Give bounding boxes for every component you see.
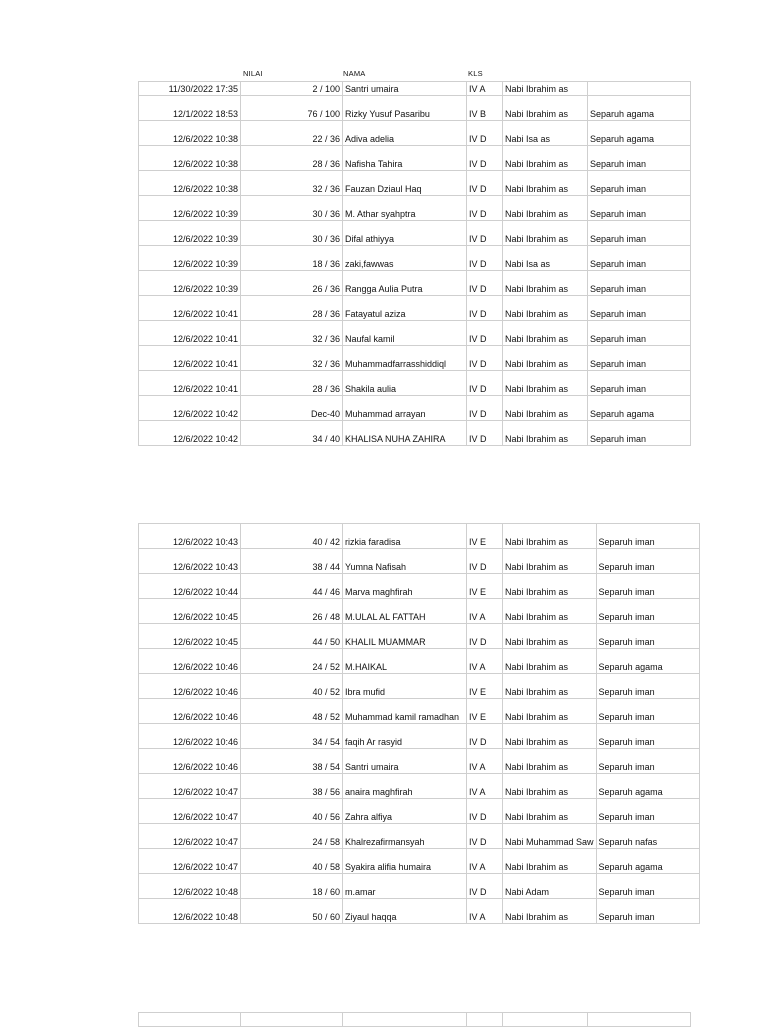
name-cell: Syakira alifia humaira [343, 849, 467, 874]
answer-cell: Separuh iman [596, 874, 699, 899]
timestamp-cell: 12/6/2022 10:39 [139, 271, 241, 296]
timestamp-cell: 12/6/2022 10:46 [139, 749, 241, 774]
score-cell: 44 / 50 [241, 624, 343, 649]
answer-cell: Separuh agama [596, 649, 699, 674]
cell [588, 1013, 691, 1027]
class-cell: IV D [467, 346, 503, 371]
name-cell: Santri umaira [343, 749, 467, 774]
timestamp-cell: 11/30/2022 17:35 [139, 82, 241, 96]
timestamp-cell: 12/6/2022 10:44 [139, 574, 241, 599]
name-cell: m.amar [343, 874, 467, 899]
class-cell: IV D [467, 221, 503, 246]
table-row [139, 146, 691, 171]
table-row [139, 82, 691, 96]
timestamp-cell: 12/6/2022 10:48 [139, 899, 241, 924]
results-table-3 [138, 1012, 691, 1027]
score-cell: 38 / 54 [241, 749, 343, 774]
answer-cell: Separuh agama [596, 849, 699, 874]
table-row [139, 749, 700, 774]
score-cell: 48 / 52 [241, 699, 343, 724]
name-cell: Muhammad kamil ramadhan [343, 699, 467, 724]
name-cell: Difal athiyya [343, 221, 467, 246]
answer-cell: Separuh iman [596, 549, 699, 574]
score-cell: 38 / 56 [241, 774, 343, 799]
answer-cell: Separuh iman [596, 724, 699, 749]
class-cell: IV D [467, 421, 503, 446]
answer-cell: Separuh agama [596, 774, 699, 799]
prophet-cell: Nabi Ibrahim as [503, 724, 597, 749]
column-header-row [0, 67, 768, 81]
timestamp-cell: 12/6/2022 10:38 [139, 146, 241, 171]
name-cell: M.ULAL AL FATTAH [343, 599, 467, 624]
prophet-cell: Nabi Ibrahim as [503, 649, 597, 674]
name-cell: Yumna Nafisah [343, 549, 467, 574]
score-cell: 34 / 54 [241, 724, 343, 749]
score-cell: 40 / 52 [241, 674, 343, 699]
table-row [139, 899, 700, 924]
class-cell: IV A [467, 649, 503, 674]
score-cell: 32 / 36 [241, 346, 343, 371]
answer-cell: Separuh iman [596, 524, 699, 549]
score-cell: 22 / 36 [241, 121, 343, 146]
name-cell: Rizky Yusuf Pasaribu [343, 96, 467, 121]
class-cell: IV D [467, 271, 503, 296]
table-row [139, 271, 691, 296]
table-row [139, 371, 691, 396]
prophet-cell: Nabi Ibrahim as [503, 574, 597, 599]
prophet-cell: Nabi Ibrahim as [503, 774, 597, 799]
results-table-1 [138, 81, 691, 446]
name-cell: rizkia faradisa [343, 524, 467, 549]
table-row [139, 674, 700, 699]
class-cell: IV D [467, 246, 503, 271]
timestamp-cell: 12/6/2022 10:41 [139, 321, 241, 346]
table-row [139, 121, 691, 146]
timestamp-cell: 12/6/2022 10:47 [139, 824, 241, 849]
score-cell: 2 / 100 [241, 82, 343, 96]
answer-cell: Separuh iman [596, 574, 699, 599]
name-cell: Shakila aulia [343, 371, 467, 396]
name-cell: Ibra mufid [343, 674, 467, 699]
class-cell: IV A [467, 82, 503, 96]
class-cell: IV A [467, 849, 503, 874]
class-cell: IV D [467, 624, 503, 649]
prophet-cell: Nabi Ibrahim as [503, 799, 597, 824]
score-cell: 50 / 60 [241, 899, 343, 924]
answer-cell: Separuh iman [596, 799, 699, 824]
results-table-2 [138, 523, 700, 924]
table-row [139, 599, 700, 624]
prophet-cell: Nabi Ibrahim as [503, 549, 597, 574]
timestamp-cell: 12/6/2022 10:42 [139, 396, 241, 421]
name-cell: Ziyaul haqqa [343, 899, 467, 924]
score-cell: 38 / 44 [241, 549, 343, 574]
class-cell: IV D [467, 321, 503, 346]
class-cell: IV D [467, 549, 503, 574]
score-cell: 28 / 36 [241, 371, 343, 396]
timestamp-cell: 12/6/2022 10:41 [139, 296, 241, 321]
prophet-cell: Nabi Ibrahim as [503, 899, 597, 924]
table-row [139, 874, 700, 899]
name-cell: Rangga Aulia Putra [343, 271, 467, 296]
name-cell: M. Athar syahptra [343, 196, 467, 221]
score-cell: 40 / 58 [241, 849, 343, 874]
class-cell: IV B [467, 96, 503, 121]
class-cell: IV D [467, 146, 503, 171]
score-cell: Dec-40 [241, 396, 343, 421]
timestamp-cell: 12/6/2022 10:43 [139, 524, 241, 549]
timestamp-cell: 12/6/2022 10:43 [139, 549, 241, 574]
timestamp-cell: 12/6/2022 10:41 [139, 346, 241, 371]
class-cell: IV E [467, 699, 503, 724]
prophet-cell: Nabi Adam [503, 874, 597, 899]
name-cell: anaira maghfirah [343, 774, 467, 799]
timestamp-cell: 12/6/2022 10:39 [139, 221, 241, 246]
table-row [139, 699, 700, 724]
class-cell: IV A [467, 899, 503, 924]
score-cell: 34 / 40 [241, 421, 343, 446]
prophet-cell: Nabi Ibrahim as [503, 524, 597, 549]
prophet-cell: Nabi Ibrahim as [503, 82, 588, 96]
answer-cell: Separuh iman [596, 674, 699, 699]
score-cell: 28 / 36 [241, 296, 343, 321]
name-cell: Marva maghfirah [343, 574, 467, 599]
prophet-cell: Nabi Ibrahim as [503, 674, 597, 699]
cell [343, 1013, 467, 1027]
timestamp-cell: 12/6/2022 10:39 [139, 196, 241, 221]
score-cell: 24 / 52 [241, 649, 343, 674]
cell [139, 1013, 241, 1027]
cell [503, 1013, 588, 1027]
cell [467, 1013, 503, 1027]
prophet-cell: Nabi Ibrahim as [503, 221, 588, 246]
cell [241, 1013, 343, 1027]
name-cell: Fauzan Dziaul Haq [343, 171, 467, 196]
class-cell: IV E [467, 574, 503, 599]
table-row [139, 221, 691, 246]
prophet-cell: Nabi Ibrahim as [503, 624, 597, 649]
class-cell: IV D [467, 799, 503, 824]
prophet-cell: Nabi Ibrahim as [503, 146, 588, 171]
prophet-cell: Nabi Ibrahim as [503, 396, 588, 421]
score-cell: 76 / 100 [241, 96, 343, 121]
prophet-cell: Nabi Ibrahim as [503, 171, 588, 196]
table-row [139, 524, 700, 549]
header-nilai: NILAI [243, 69, 263, 78]
table-row [139, 196, 691, 221]
score-cell: 30 / 36 [241, 221, 343, 246]
name-cell: KHALIL MUAMMAR [343, 624, 467, 649]
timestamp-cell: 12/6/2022 10:45 [139, 624, 241, 649]
timestamp-cell: 12/6/2022 10:46 [139, 674, 241, 699]
class-cell: IV D [467, 396, 503, 421]
class-cell: IV A [467, 774, 503, 799]
name-cell: faqih Ar rasyid [343, 724, 467, 749]
score-cell: 32 / 36 [241, 171, 343, 196]
prophet-cell: Nabi Ibrahim as [503, 699, 597, 724]
class-cell: IV D [467, 296, 503, 321]
prophet-cell: Nabi Ibrahim as [503, 296, 588, 321]
score-cell: 44 / 46 [241, 574, 343, 599]
prophet-cell: Nabi Ibrahim as [503, 196, 588, 221]
score-cell: 18 / 36 [241, 246, 343, 271]
name-cell: Nafisha Tahira [343, 146, 467, 171]
prophet-cell: Nabi Ibrahim as [503, 749, 597, 774]
score-cell: 26 / 48 [241, 599, 343, 624]
answer-cell: Separuh agama [588, 121, 691, 146]
table-row [139, 396, 691, 421]
header-nama: NAMA [343, 69, 366, 78]
score-cell: 24 / 58 [241, 824, 343, 849]
class-cell: IV D [467, 196, 503, 221]
prophet-cell: Nabi Ibrahim as [503, 346, 588, 371]
class-cell: IV D [467, 824, 503, 849]
table-row [139, 799, 700, 824]
class-cell: IV D [467, 371, 503, 396]
answer-cell: Separuh iman [596, 749, 699, 774]
table-row [139, 849, 700, 874]
prophet-cell: Nabi Ibrahim as [503, 599, 597, 624]
name-cell: Adiva adelia [343, 121, 467, 146]
score-cell: 40 / 42 [241, 524, 343, 549]
answer-cell: Separuh agama [588, 396, 691, 421]
name-cell: Fatayatul aziza [343, 296, 467, 321]
name-cell: M.HAIKAL [343, 649, 467, 674]
table-row [139, 774, 700, 799]
name-cell: zaki,fawwas [343, 246, 467, 271]
table-row [139, 296, 691, 321]
answer-cell: Separuh iman [588, 296, 691, 321]
answer-cell: Separuh iman [588, 246, 691, 271]
answer-cell: Separuh iman [588, 171, 691, 196]
answer-cell [588, 82, 691, 96]
name-cell: Naufal kamil [343, 321, 467, 346]
name-cell: Muhammad arrayan [343, 396, 467, 421]
prophet-cell: Nabi Ibrahim as [503, 321, 588, 346]
timestamp-cell: 12/6/2022 10:41 [139, 371, 241, 396]
class-cell: IV A [467, 599, 503, 624]
name-cell: Santri umaira [343, 82, 467, 96]
table-row [139, 1013, 691, 1027]
name-cell: Khalrezafirmansyah [343, 824, 467, 849]
prophet-cell: Nabi Isa as [503, 121, 588, 146]
score-cell: 28 / 36 [241, 146, 343, 171]
answer-cell: Separuh iman [596, 699, 699, 724]
timestamp-cell: 12/6/2022 10:47 [139, 774, 241, 799]
timestamp-cell: 12/6/2022 10:42 [139, 421, 241, 446]
class-cell: IV D [467, 171, 503, 196]
answer-cell: Separuh iman [588, 271, 691, 296]
timestamp-cell: 12/6/2022 10:47 [139, 799, 241, 824]
table-row [139, 246, 691, 271]
table-row [139, 549, 700, 574]
table-row [139, 724, 700, 749]
timestamp-cell: 12/6/2022 10:46 [139, 649, 241, 674]
timestamp-cell: 12/6/2022 10:46 [139, 699, 241, 724]
class-cell: IV D [467, 874, 503, 899]
class-cell: IV D [467, 724, 503, 749]
table-row [139, 346, 691, 371]
score-cell: 18 / 60 [241, 874, 343, 899]
timestamp-cell: 12/6/2022 10:46 [139, 724, 241, 749]
name-cell: KHALISA NUHA ZAHIRA [343, 421, 467, 446]
answer-cell: Separuh iman [588, 371, 691, 396]
table-row [139, 321, 691, 346]
answer-cell: Separuh iman [588, 196, 691, 221]
table-row [139, 574, 700, 599]
table-row [139, 171, 691, 196]
answer-cell: Separuh iman [588, 321, 691, 346]
answer-cell: Separuh iman [588, 421, 691, 446]
prophet-cell: Nabi Muhammad Saw [503, 824, 597, 849]
class-cell: IV A [467, 749, 503, 774]
answer-cell: Separuh iman [588, 221, 691, 246]
timestamp-cell: 12/6/2022 10:39 [139, 246, 241, 271]
score-cell: 40 / 56 [241, 799, 343, 824]
table-row [139, 649, 700, 674]
answer-cell: Separuh nafas [596, 824, 699, 849]
timestamp-cell: 12/6/2022 10:48 [139, 874, 241, 899]
class-cell: IV E [467, 524, 503, 549]
score-cell: 32 / 36 [241, 321, 343, 346]
prophet-cell: Nabi Ibrahim as [503, 421, 588, 446]
score-cell: 26 / 36 [241, 271, 343, 296]
class-cell: IV D [467, 121, 503, 146]
prophet-cell: Nabi Ibrahim as [503, 96, 588, 121]
table-row [139, 421, 691, 446]
score-cell: 30 / 36 [241, 196, 343, 221]
table-row [139, 824, 700, 849]
name-cell: Zahra alfiya [343, 799, 467, 824]
answer-cell: Separuh agama [588, 96, 691, 121]
name-cell: Muhammadfarrasshiddiql [343, 346, 467, 371]
timestamp-cell: 12/6/2022 10:45 [139, 599, 241, 624]
table-row [139, 96, 691, 121]
timestamp-cell: 12/6/2022 10:47 [139, 849, 241, 874]
answer-cell: Separuh iman [596, 899, 699, 924]
timestamp-cell: 12/6/2022 10:38 [139, 121, 241, 146]
prophet-cell: Nabi Ibrahim as [503, 371, 588, 396]
table-row [139, 624, 700, 649]
timestamp-cell: 12/6/2022 10:38 [139, 171, 241, 196]
answer-cell: Separuh iman [588, 146, 691, 171]
answer-cell: Separuh iman [596, 599, 699, 624]
prophet-cell: Nabi Isa as [503, 246, 588, 271]
header-kls: KLS [468, 69, 483, 78]
answer-cell: Separuh iman [588, 346, 691, 371]
answer-cell: Separuh iman [596, 624, 699, 649]
prophet-cell: Nabi Ibrahim as [503, 849, 597, 874]
class-cell: IV E [467, 674, 503, 699]
prophet-cell: Nabi Ibrahim as [503, 271, 588, 296]
timestamp-cell: 12/1/2022 18:53 [139, 96, 241, 121]
